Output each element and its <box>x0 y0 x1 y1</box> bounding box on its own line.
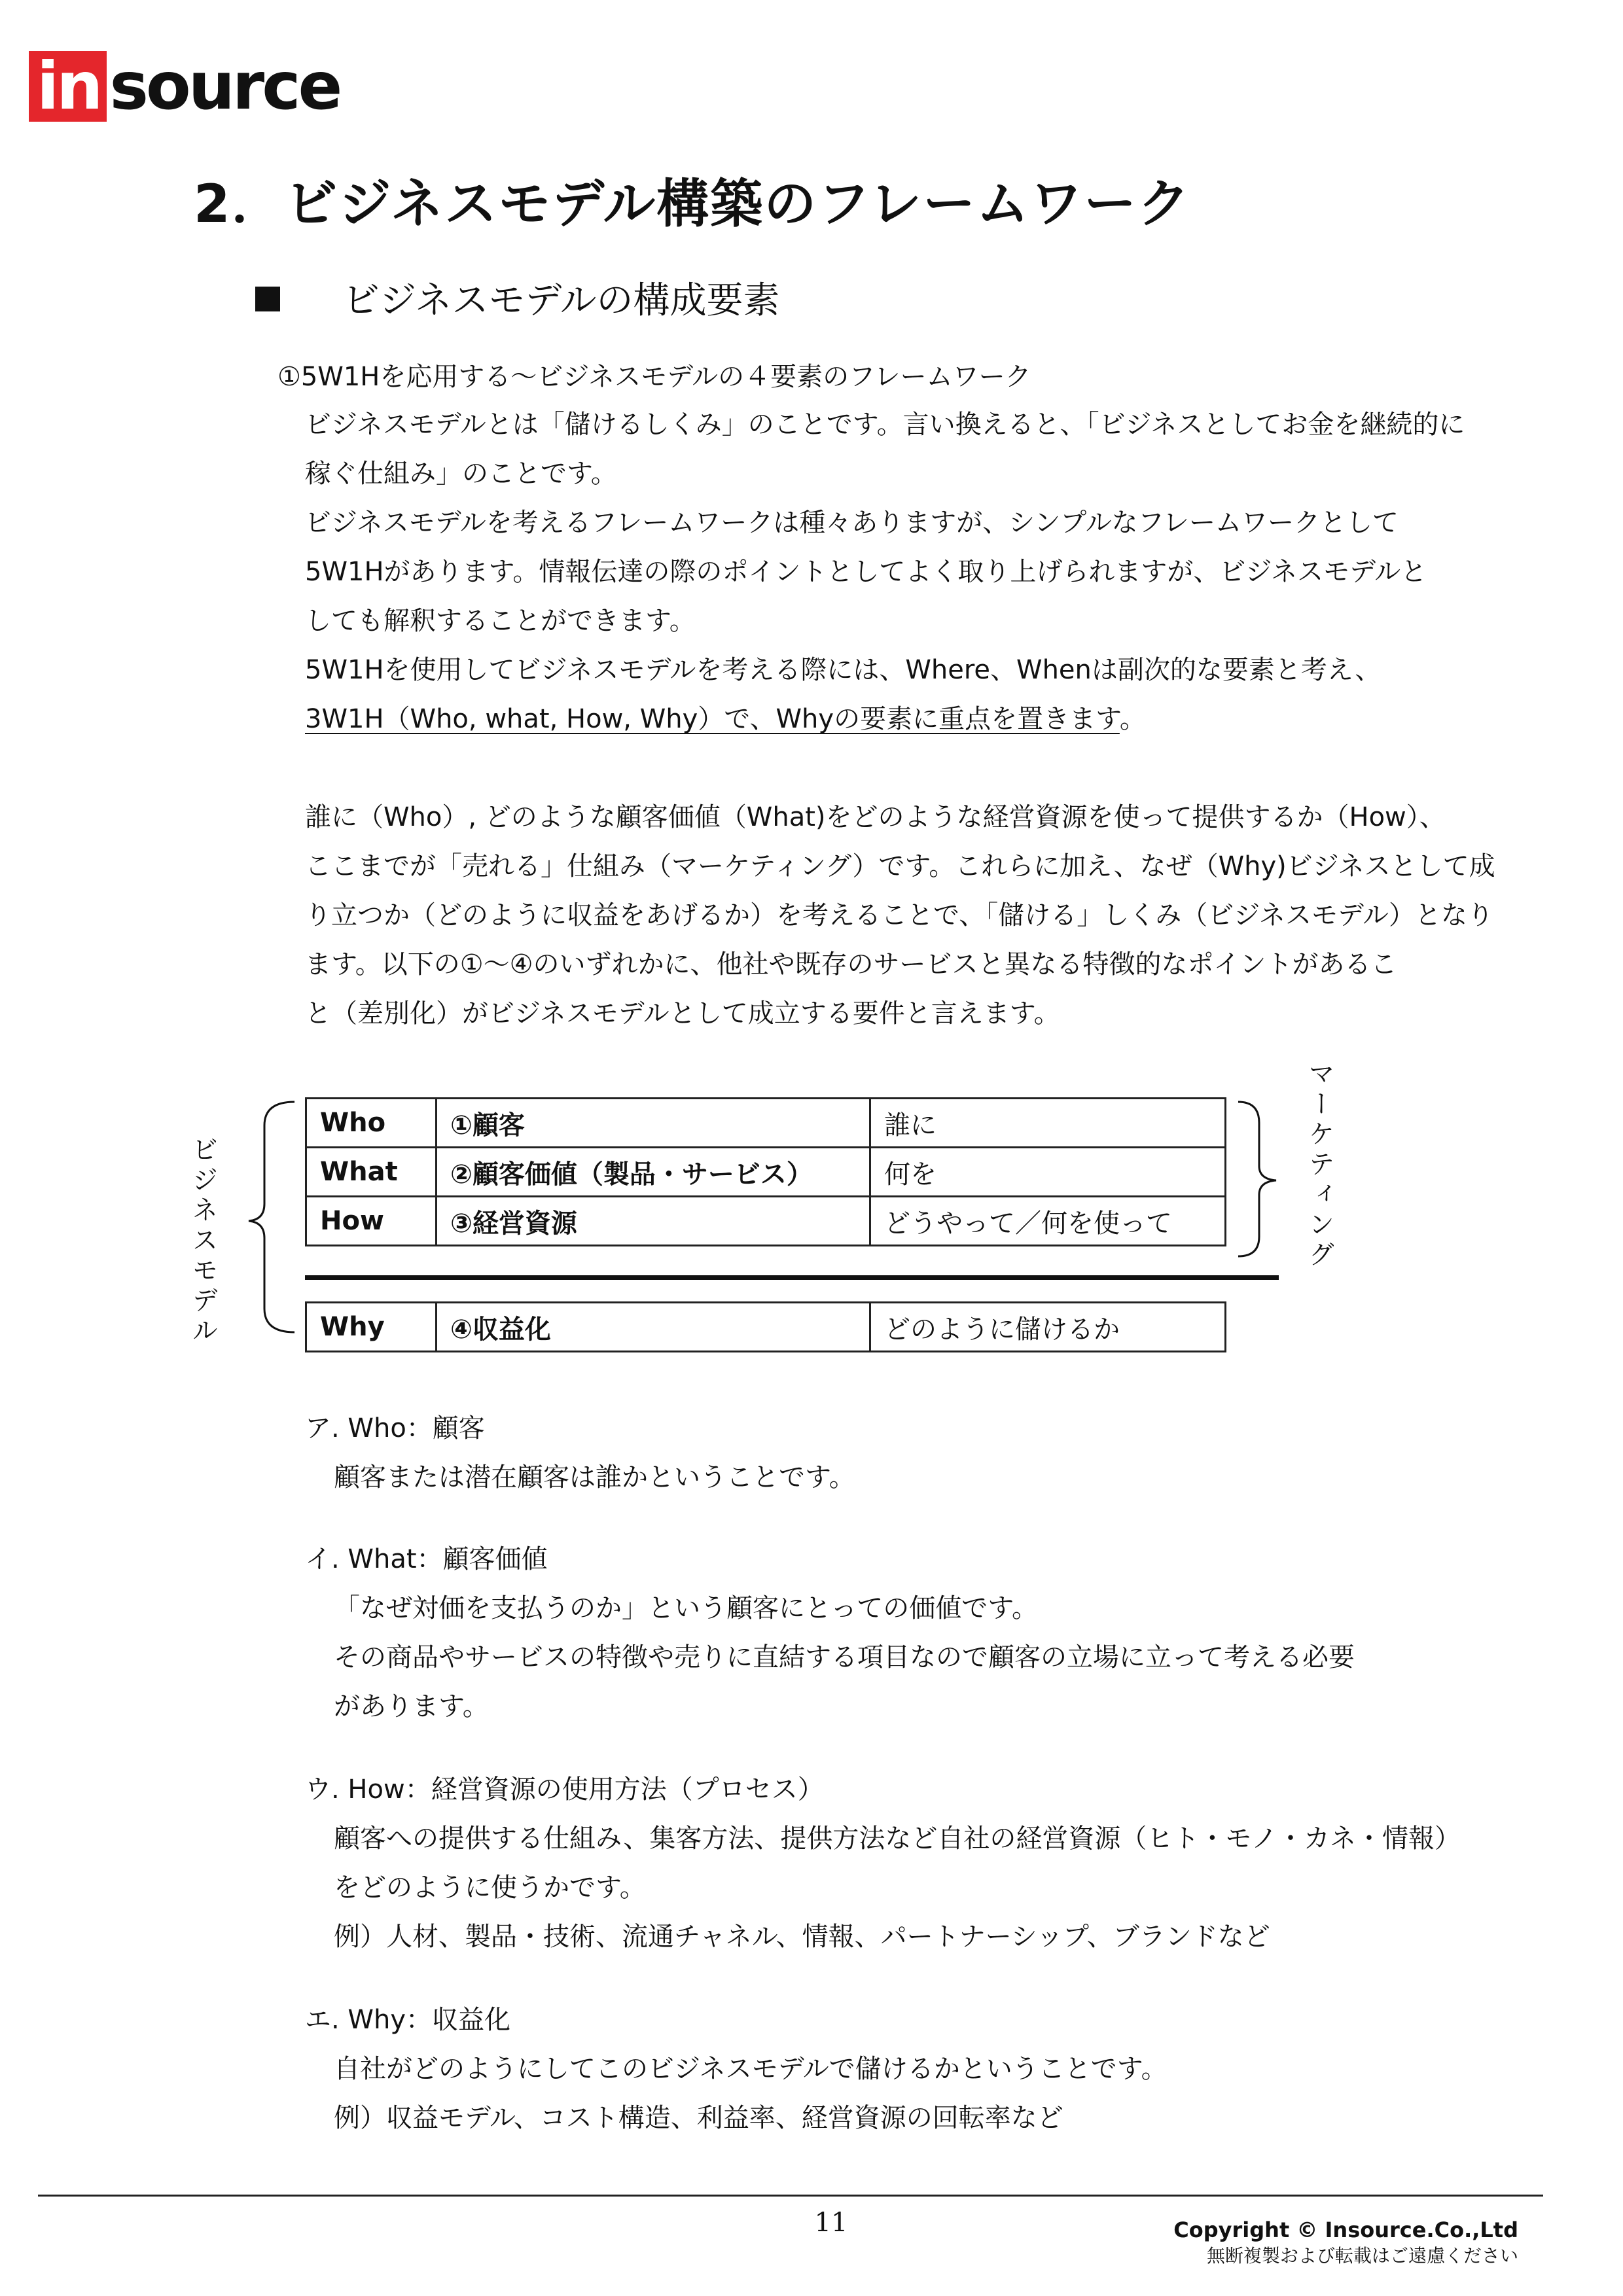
section-what <box>305 1535 1457 1731</box>
logo-text: source <box>109 48 340 124</box>
table-row <box>306 1197 1226 1246</box>
intro-line: 稼ぐ仕組み」のことです。 <box>305 459 617 489</box>
item-heading: ①5W1Hを応用する〜ビジネスモデルの４要素のフレームワーク <box>277 362 1031 392</box>
table-key: Who <box>306 1099 437 1148</box>
body-line: ここまでが「売れる」仕組み（マーケティング）です。これらに加え、なぜ（Why)ビジネスとして成 <box>305 851 1495 881</box>
section-line: をどのように使うかです。 <box>334 1873 646 1903</box>
emphasis-underline: 3W1H（Who, what, How, Why）で、Whyの要素に重点を置きます <box>305 704 1120 734</box>
section-heading: ウ. How：経営資源の使用方法（プロセス） <box>305 1775 824 1805</box>
page-title: 2．ビジネスモデル構築のフレームワーク <box>194 173 1192 234</box>
table-element: ①顧客 <box>437 1099 870 1148</box>
table-row <box>306 1303 1226 1352</box>
table-value: 何を <box>870 1148 1226 1197</box>
section-line: その商品やサービスの特徴や売りに直結する項目なので顧客の立場に立って考える必要 <box>334 1642 1355 1672</box>
framework-table-lower <box>305 1301 1226 1352</box>
table-row <box>306 1099 1226 1148</box>
intro-line: ビジネスモデルを考えるフレームワークは種々ありますが、シンプルなフレームワークとして <box>305 508 1399 538</box>
section-heading-text: ビジネスモデルの構成要素 <box>343 279 780 322</box>
intro-line: 5W1Hを使用してビジネスモデルを考える際には、Where、Whenは副次的な要素と考え、 <box>305 655 1382 685</box>
section-line: 例）収益モデル、コスト構造、利益率、経営資源の回転率など <box>334 2103 1063 2133</box>
section-line: 自社がどのようにしてこのビジネスモデルで儲けるかということです。 <box>334 2054 1168 2084</box>
section-heading: イ. What：顧客価値 <box>305 1544 548 1574</box>
reproduction-notice: 無断複製および転載はご遠慮ください <box>1206 2245 1518 2267</box>
framework-table-upper <box>305 1097 1226 1246</box>
section-heading: ア. Who：顧客 <box>305 1413 485 1443</box>
section-who <box>305 1404 1457 1502</box>
table-element: ③経営資源 <box>437 1197 870 1246</box>
table-element: ④収益化 <box>437 1303 870 1352</box>
intro-line: 5W1Hがあります。情報伝達の際のポイントとしてよく取り上げられますが、ビジネスモデルと <box>305 557 1427 587</box>
table-value: どのように儲けるか <box>870 1303 1226 1352</box>
divider-rule <box>305 1275 1279 1280</box>
section-line: 「なぜ対価を支払うのか」という顧客にとっての価値です。 <box>334 1593 1038 1623</box>
section-line: 顧客または潜在顧客は誰かということです。 <box>334 1462 855 1492</box>
footer-divider <box>38 2195 1543 2197</box>
page-number: 11 <box>814 2208 848 2238</box>
logo-highlight: in <box>29 51 107 122</box>
body-line: と（差別化）がビジネスモデルとして成立する要件と言えます。 <box>305 998 1060 1029</box>
table-row <box>306 1148 1226 1197</box>
marketing-label: マーケティング <box>1304 1060 1334 1271</box>
body-line: ます。以下の①〜④のいずれかに、他社や既存のサービスと異なる特徴的なポイントがあるこ <box>305 949 1397 980</box>
copyright-text: Copyright © Insource.Co.,Ltd <box>1173 2217 1518 2242</box>
table-key: Why <box>306 1303 437 1352</box>
intro-line: ビジネスモデルとは「儲けるしくみ」のことです。言い換えると、「ビジネスとしてお金を継続的に <box>305 410 1465 440</box>
section-heading: エ. Why：収益化 <box>305 2005 511 2035</box>
business-model-label: ビジネスモデル <box>188 1136 218 1347</box>
body-line: り立つか（どのように収益をあげるか）を考えることで、「儲ける」しくみ（ビジネスモデル）となり <box>305 900 1493 930</box>
table-value: 誰に <box>870 1099 1226 1148</box>
section-line: があります。 <box>334 1691 489 1722</box>
table-value: どうやって／何を使って <box>870 1197 1226 1246</box>
section-how <box>305 1765 1461 1962</box>
section-line: 例）人材、製品・技術、流通チャネル、情報、パートナーシップ、ブランドなど <box>334 1922 1270 1952</box>
intro-line: 3W1H（Who, what, How, Why）で、Whyの要素に重点を置きます。 <box>305 704 1146 734</box>
body-line: 誰に（Who）, どのような顧客価値（What)をどのような経営資源を使って提供するか（How）、 <box>305 802 1446 832</box>
section-line: 顧客への提供する仕組み、集客方法、提供方法など自社の経営資源（ヒト・モノ・カネ・情報） <box>334 1824 1461 1854</box>
table-key: What <box>306 1148 437 1197</box>
intro-line: しても解釈することができます。 <box>305 606 696 636</box>
table-key: How <box>306 1197 437 1246</box>
section-why <box>305 1996 1457 2143</box>
table-element: ②顧客価値（製品・サービス） <box>437 1148 870 1197</box>
